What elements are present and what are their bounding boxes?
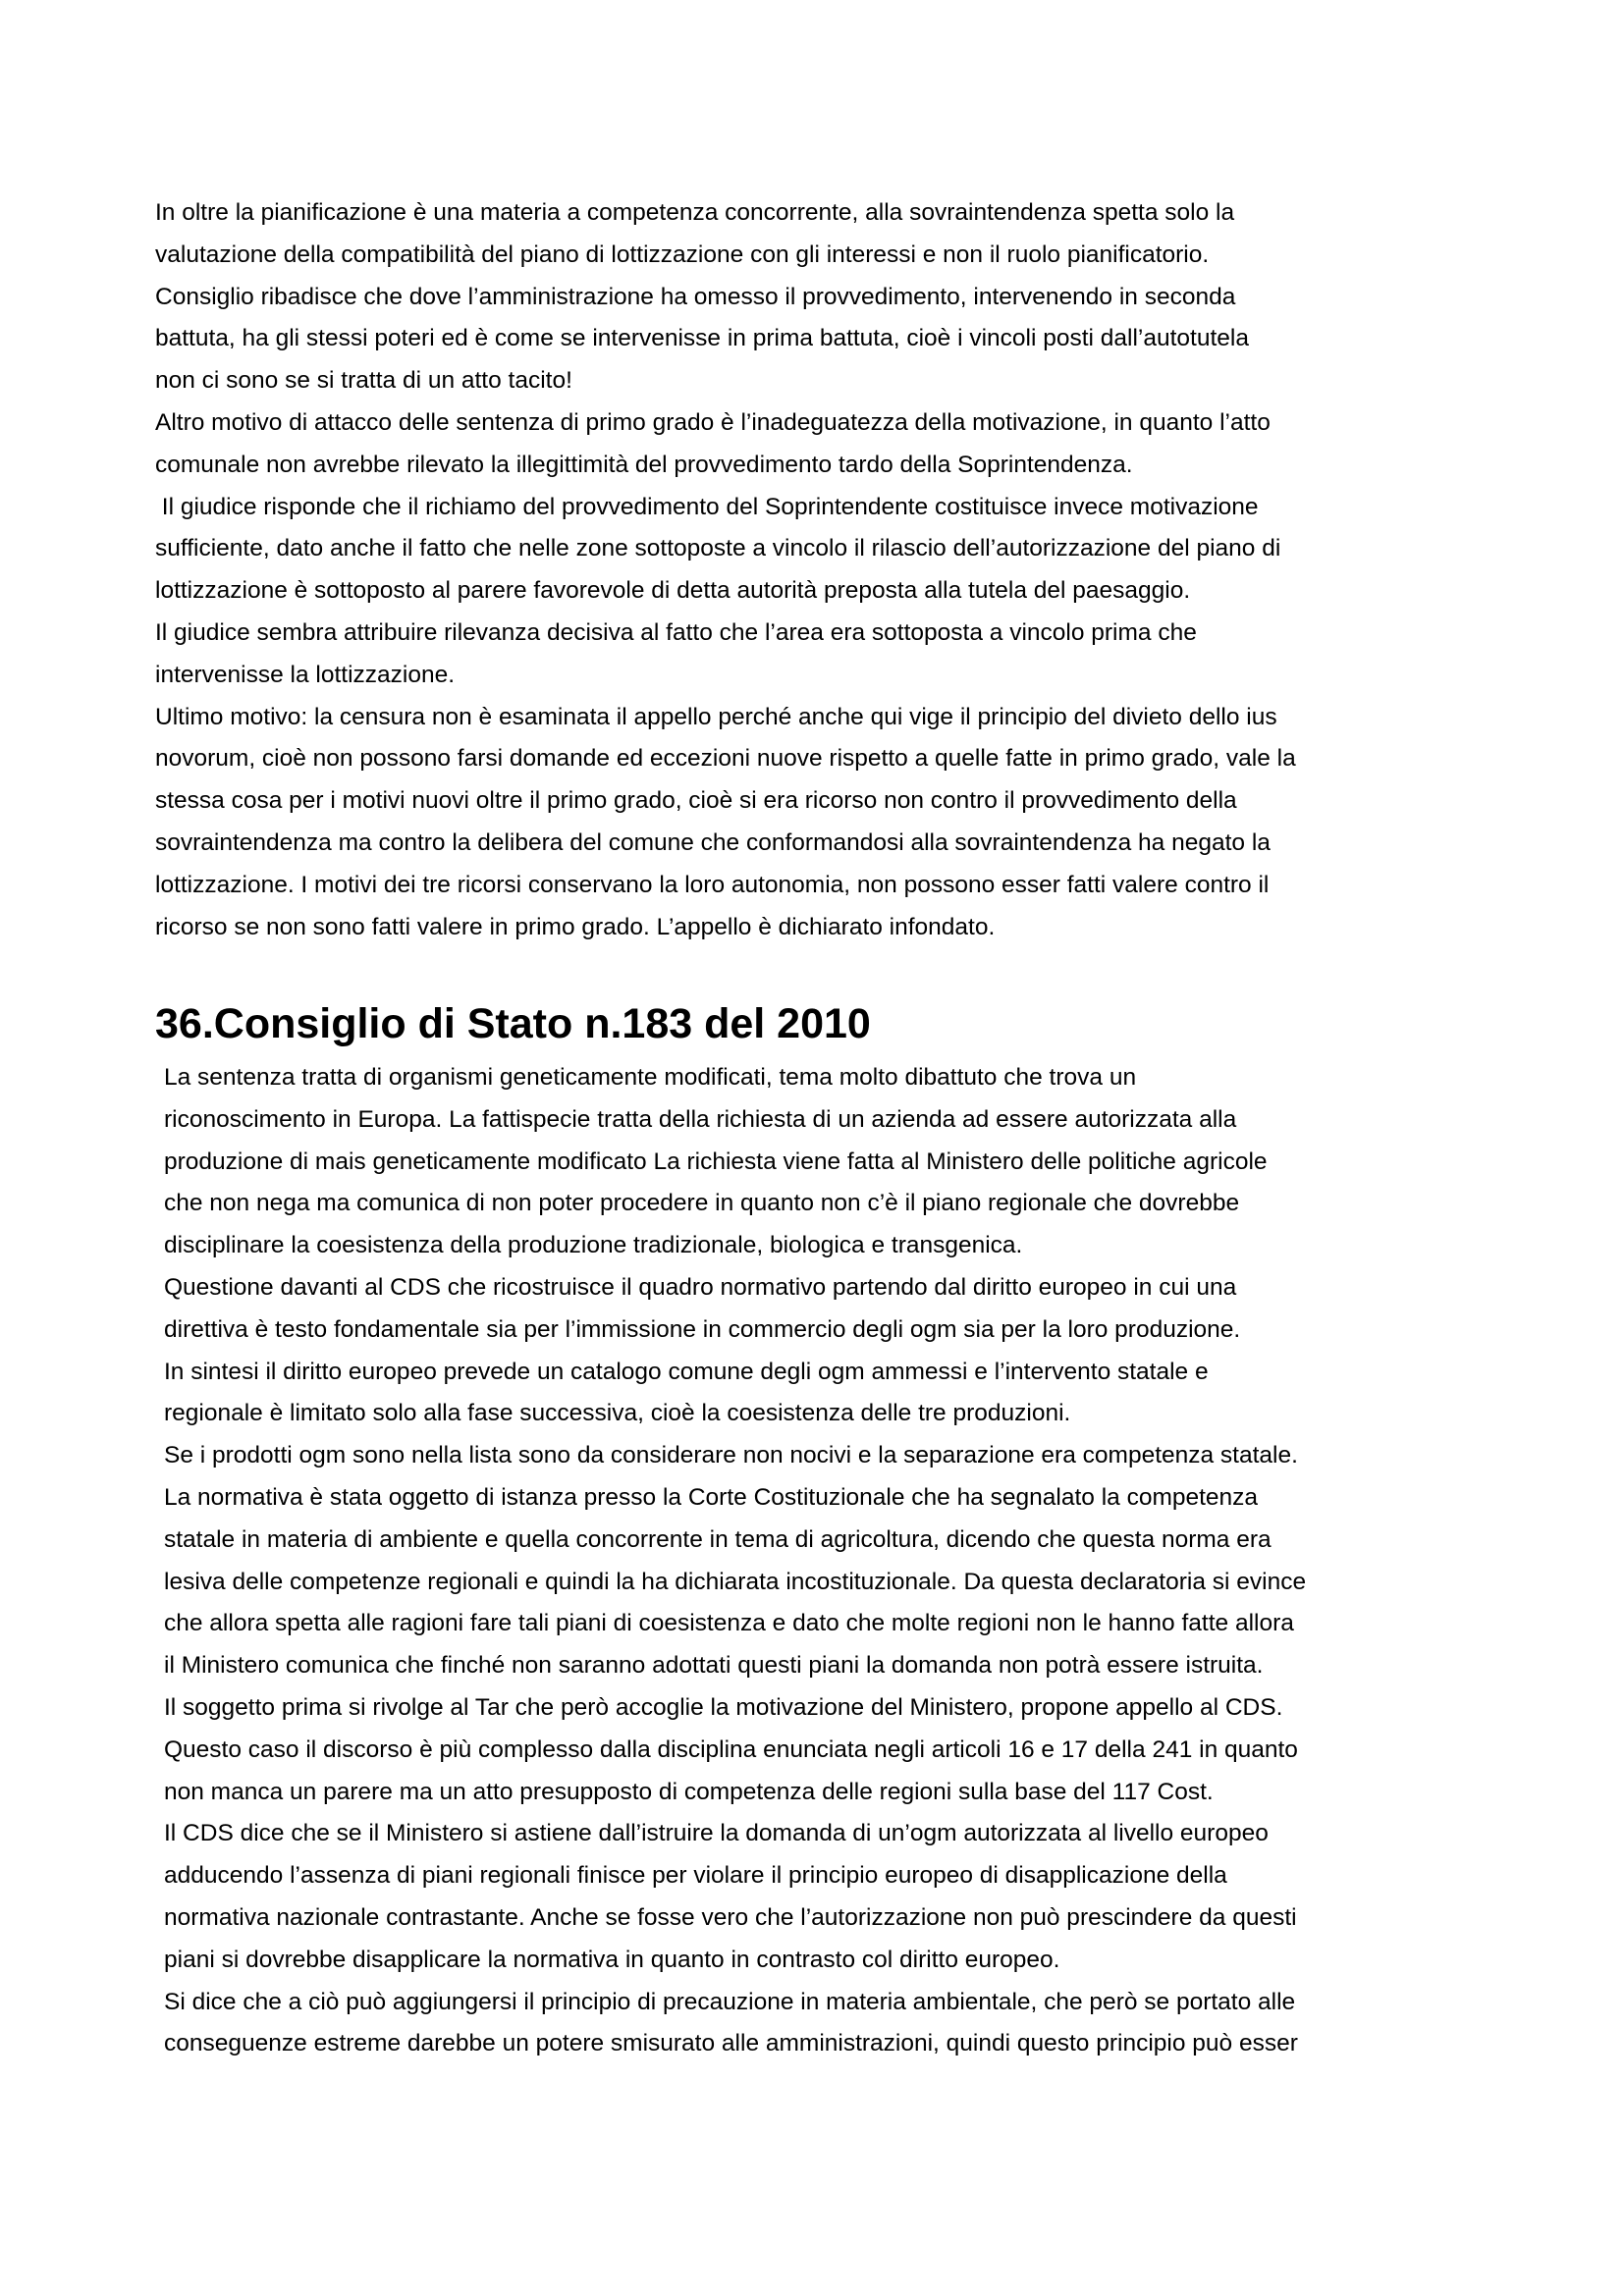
text-line: conseguenze estreme darebbe un potere smisurato alle amministrazioni, quindi questo principio può esser	[164, 2030, 1298, 2057]
text-line: Consiglio ribadisce che dove l’amministrazione ha omesso il provvedimento, intervenendo in seconda	[155, 283, 1236, 310]
text-line: battuta, ha gli stessi poteri ed è come se intervenisse in prima battuta, cioè i vincoli posti dall’autotutela	[155, 325, 1249, 352]
text-line: disciplinare la coesistenza della produzione tradizionale, biologica e transgenica.	[164, 1232, 1023, 1259]
text-line: La normativa è stata oggetto di istanza presso la Corte Costituzionale che ha segnalato la competenza	[164, 1483, 1259, 1511]
text-line: statale in materia di ambiente e quella concorrente in tema di agricoltura, dicendo che questa norma era	[164, 1525, 1272, 1553]
text-line: regionale è limitato solo alla fase successiva, cioè la coesistenza delle tre produzioni.	[164, 1400, 1071, 1427]
text-line: adducendo l’assenza di piani regionali finisce per violare il principio europeo di disapplicazione della	[164, 1862, 1227, 1890]
text-line: In sintesi il diritto europeo prevede un catalogo comune degli ogm ammessi e l’intervento statale e	[164, 1358, 1209, 1385]
text-line: Questo caso il discorso è più complesso dalla disciplina enunciata negli articoli 16 e 17 della 241 in quanto	[164, 1735, 1298, 1763]
text-line: novorum, cioè non possono farsi domande ed eccezioni nuove rispetto a quelle fatte in primo grado, vale la	[155, 745, 1296, 773]
text-line: sovraintendenza ma contro la delibera del comune che conformandosi alla sovraintendenza ha negato la	[155, 828, 1271, 856]
text-line: Il soggetto prima si rivolge al Tar che però accoglie la motivazione del Ministero, propone appello al CDS.	[164, 1693, 1283, 1721]
text-line: La sentenza tratta di organismi geneticamente modificati, tema molto dibattuto che trova un	[164, 1064, 1137, 1091]
section-heading: 36.Consiglio di Stato n.183 del 2010	[155, 1000, 871, 1047]
text-line: Il giudice sembra attribuire rilevanza decisiva al fatto che l’area era sottoposta a vincolo prima che	[155, 618, 1197, 646]
text-line: il Ministero comunica che finché non saranno adottati questi piani la domanda non potrà essere istruita.	[164, 1652, 1264, 1680]
paragraph-section-case-36	[164, 1057, 1499, 2065]
text-line: normativa nazionale contrastante. Anche se fosse vero che l’autorizzazione non può prescindere da questi	[164, 1903, 1297, 1931]
text-line: Il CDS dice che se il Ministero si astiene dall’istruire la domanda di un’ogm autorizzata al livello europeo	[164, 1820, 1269, 1847]
text-line: produzione di mais geneticamente modificato La richiesta viene fatta al Ministero delle politiche agricole	[164, 1148, 1268, 1175]
text-line: riconoscimento in Europa. La fattispecie tratta della richiesta di un azienda ad essere autorizzata alla	[164, 1105, 1237, 1133]
text-line: Il giudice risponde che il richiamo del provvedimento del Soprintendente costituisce invece motivazione	[155, 493, 1259, 520]
text-line: Si dice che a ciò può aggiungersi il principio di precauzione in materia ambientale, che però se portato alle	[164, 1988, 1296, 2015]
text-line: Se i prodotti ogm sono nella lista sono da considerare non nocivi e la separazione era competenza statale.	[164, 1442, 1298, 1469]
text-line: Altro motivo di attacco delle sentenza di primo grado è l’inadeguatezza della motivazione, in quanto l’atto	[155, 408, 1271, 436]
text-line: direttiva è testo fondamentale sia per l’immissione in commercio degli ogm sia per la loro produzione.	[164, 1315, 1241, 1343]
text-line: lesiva delle competenze regionali e quindi la ha dichiarata incostituzionale. Da questa declaratoria si evince	[164, 1568, 1307, 1595]
text-line: lottizzazione. I motivi dei tre ricorsi conservano la loro autonomia, non possono esser fatti valere contro il	[155, 871, 1270, 898]
text-line: piani si dovrebbe disapplicare la normativa in quanto in contrasto col diritto europeo.	[164, 1946, 1060, 1973]
text-line: Questione davanti al CDS che ricostruisce il quadro normativo partendo dal diritto europeo in cui una	[164, 1273, 1237, 1301]
text-line: stessa cosa per i motivi nuovi oltre il primo grado, cioè si era ricorso non contro il provvedimento della	[155, 787, 1237, 815]
text-line: comunale non avrebbe rilevato la illegittimità del provvedimento tardo della Soprintendenza.	[155, 451, 1133, 478]
paragraph-section-previous-case	[155, 192, 1490, 948]
text-line: che allora spetta alle ragioni fare tali piani di coesistenza e dato che molte regioni non le hanno fatte allora	[164, 1610, 1294, 1637]
text-line: valutazione della compatibilità del piano di lottizzazione con gli interessi e non il ruolo pianificatorio.	[155, 240, 1210, 268]
text-line: lottizzazione è sottoposto al parere favorevole di detta autorità preposta alla tutela del paesaggio.	[155, 577, 1191, 605]
text-line: non ci sono se si tratta di un atto tacito!	[155, 367, 572, 395]
text-line: In oltre la pianificazione è una materia a competenza concorrente, alla sovraintendenza spetta solo la	[155, 199, 1235, 226]
text-line: ricorso se non sono fatti valere in primo grado. L’appello è dichiarato infondato.	[155, 913, 996, 940]
text-line: Ultimo motivo: la censura non è esaminata il appello perché anche qui vige il principio del divieto dello ius	[155, 703, 1277, 730]
text-line: che non nega ma comunica di non poter procedere in quanto non c’è il piano regionale che dovrebbe	[164, 1190, 1240, 1217]
text-line: sufficiente, dato anche il fatto che nelle zone sottoposte a vincolo il rilascio dell’autorizzazione del piano di	[155, 535, 1281, 562]
text-line: non manca un parere ma un atto presupposto di competenza delle regioni sulla base del 117 Cost.	[164, 1778, 1214, 1805]
text-line: intervenisse la lottizzazione.	[155, 661, 456, 688]
